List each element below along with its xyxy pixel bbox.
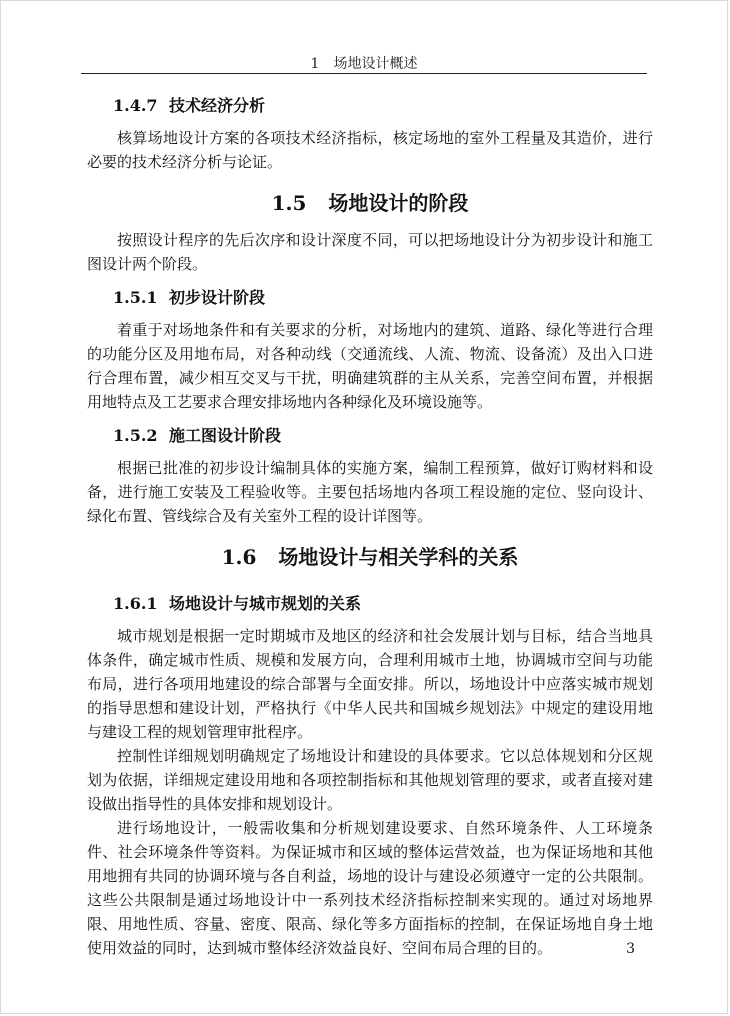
page-content (87, 94, 653, 960)
section-title: 场地设计与城市规划的关系 (169, 594, 362, 613)
section-title: 场地设计与相关学科的关系 (278, 545, 519, 569)
section-heading-1-6-1 (113, 592, 653, 616)
section-heading-1-5-1 (113, 286, 653, 310)
page-number: 3 (626, 941, 635, 957)
header-rule (81, 73, 647, 74)
section-number: 1.5.1 (113, 288, 158, 307)
paragraph: 核算场地设计方案的各项技术经济指标，核定场地的室外工程量及其造价，进行必要的技术经济分析与论证。 (87, 129, 653, 171)
section-number: 1.5.2 (113, 426, 158, 445)
paragraph: 按照设计程序的先后次序和设计深度不同，可以把场地设计分为初步设计和施工图设计两个阶段。 (87, 231, 653, 273)
paragraph: 城市规划是根据一定时期城市及地区的经济和社会发展计划与目标，结合当地具体条件，确定城市性质、规模和发展方向，合理利用城市土地，协调城市空间与功能布局，进行各项用地建设的综合部署与全面安排。所以，场地设计中应落实城市规划的指导思想和建设计划，严格执行《中华人民共和国城乡规划法》中规定的建设用地与建设工程的规划管理审批程序。 (87, 627, 653, 741)
paragraph: 根据已批准的初步设计编制具体的实施方案，编制工程预算，做好订购材料和设备，进行施工安装及工程验收等。主要包括场地内各项工程设施的定位、竖向设计、绿化布置、管线综合及有关室外工程的设计详图等。 (87, 459, 653, 525)
paragraph: 着重于对场地条件和有关要求的分析，对场地内的建筑、道路、绿化等进行合理的功能分区及用地布局，对各种动线（交通流线、人流、物流、设备流）及出入口进行合理布置，减少相互交叉与干扰，明确建筑群的主从关系，完善空间布置，并根据用地特点及工艺要求合理安排场地内各种绿化及环境设施等。 (87, 321, 653, 411)
section-title: 施工图设计阶段 (169, 426, 282, 445)
section-number: 1.6 (221, 545, 257, 569)
paragraph: 控制性详细规划明确规定了场地设计和建设的具体要求。它以总体规划和分区规划为依据，详细规定建设用地和各项控制指标和其他规划管理的要求，或者直接对建设做出指导性的具体安排和规划设计。 (87, 747, 653, 813)
section-number: 1.5 (271, 191, 307, 215)
section-heading-1-5-2 (113, 424, 653, 448)
section-number: 1.4.7 (113, 96, 158, 115)
section-heading-1-4-7 (113, 94, 653, 118)
section-number: 1.6.1 (113, 594, 158, 613)
section-title: 技术经济分析 (169, 96, 266, 115)
section-heading-1-5 (87, 188, 653, 218)
section-heading-1-6 (87, 542, 653, 572)
section-title: 场地设计的阶段 (328, 191, 469, 215)
running-head: 1 场地设计概述 (310, 56, 418, 72)
paragraph: 进行场地设计，一般需收集和分析规划建设要求、自然环境条件、人工环境条件、社会环境条件等资料。为保证城市和区域的整体运营效益，也为保证场地和其他用地拥有共同的协调环境与各自利益，场地的设计与建设必须遵守一定的公共限制。这些公共限制是通过场地设计中一系列技术经济指标控制来实现的。通过对场地界限、用地性质、容量、密度、限高、绿化等多方面指标的控制，在保证场地自身土地使用效益的同时，达到城市整体经济效益良好、空间布局合理的目的。 (87, 819, 653, 957)
section-title: 初步设计阶段 (169, 288, 266, 307)
